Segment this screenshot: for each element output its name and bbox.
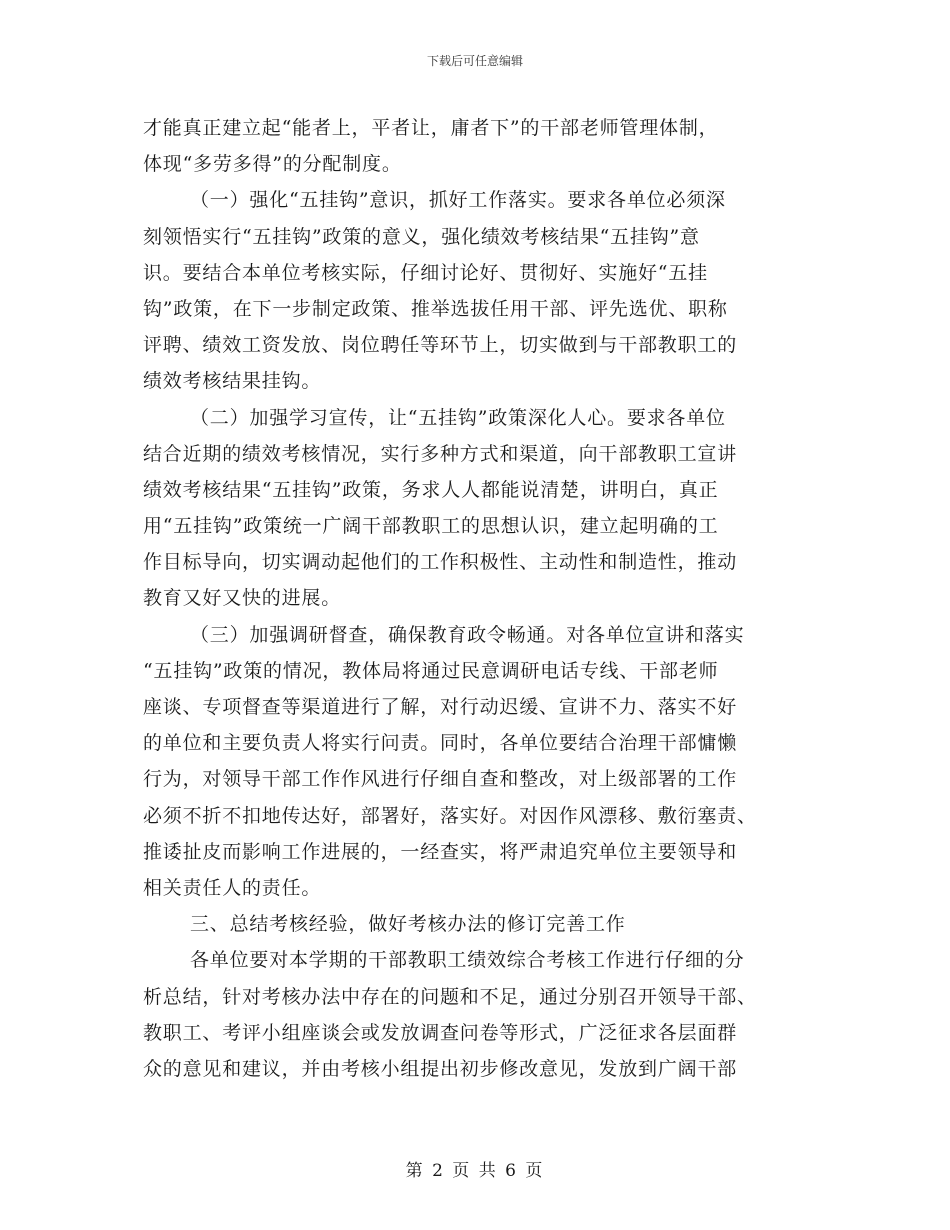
paragraph-start-line: 各单位要对本学期的干部教职工绩效综合考核工作进行仔细的分 bbox=[190, 949, 745, 972]
paragraph-start-line: （二）加强学习宣传，让“五挂钩”政策深化人心。要求各单位 bbox=[190, 406, 726, 429]
section-heading: 三、总结考核经验，做好考核办法的修订完善工作 bbox=[190, 913, 626, 936]
text-line: 作目标导向，切实调动起他们的工作积极性、主动性和制造性，推动 bbox=[143, 551, 738, 574]
text-line: 绩效考核结果挂钩。 bbox=[143, 370, 322, 393]
text-line: 推诿扯皮而影响工作进展的，一经查实，将严肃追究单位主要领导和 bbox=[143, 840, 738, 863]
text-line: 识。要结合本单位考核实际，仔细讨论好、贯彻好、实施好“五挂 bbox=[143, 261, 708, 284]
page-number: 第 2 页 共 6 页 bbox=[405, 1161, 545, 1181]
text-line: 体现“多劳多得”的分配制度。 bbox=[143, 153, 402, 176]
text-line: 结合近期的绩效考核情况，实行多种方式和渠道，向干部教职工宣讲 bbox=[143, 442, 738, 465]
text-line: 教育又好又快的进展。 bbox=[143, 587, 342, 610]
text-line: 用“五挂钩”政策统一广阔干部教职工的思想认识，建立起明确的工 bbox=[143, 515, 719, 538]
text-line: “五挂钩”政策的情况，教体局将通过民意调研电话专线、干部老师 bbox=[143, 659, 719, 682]
paragraph-start-line: （三）加强调研督查，确保教育政令畅通。对各单位宣讲和落实 bbox=[190, 623, 745, 646]
text-line: 才能真正建立起“能者上，平者让，庸者下”的干部老师管理体制， bbox=[143, 117, 719, 139]
text-line: 析总结，针对考核办法中存在的问题和不足，通过分别召开领导干部、 bbox=[143, 985, 757, 1008]
text-line: 评聘、绩效工资发放、岗位聘任等环节上，切实做到与干部教职工的 bbox=[143, 334, 738, 357]
text-line: 座谈、专项督查等渠道进行了解，对行动迟缓、宣讲不力、落实不好 bbox=[143, 696, 738, 718]
text-line: 的单位和主要负责人将实行问责。同时，各单位要结合治理干部慵懒 bbox=[143, 732, 738, 755]
text-line: 众的意见和建议，并由考核小组提出初步修改意见，发放到广阔干部 bbox=[143, 1057, 738, 1080]
text-line: 必须不折不扣地传达好，部署好，落实好。对因作风漂移、敷衍塞责、 bbox=[143, 804, 757, 827]
text-line: 绩效考核结果“五挂钩”政策，务求人人都能说清楚，讲明白，真正 bbox=[143, 478, 719, 501]
text-line: 相关责任人的责任。 bbox=[143, 876, 322, 899]
page-header: 下载后可任意编辑 bbox=[426, 54, 523, 68]
text-line: 刻领悟实行“五挂钩”政策的意义，强化绩效考核结果“五挂钩”意 bbox=[143, 225, 700, 248]
document-body bbox=[143, 110, 803, 1087]
text-line: 行为，对领导干部工作作风进行仔细自查和整改，对上级部署的工作 bbox=[143, 768, 738, 791]
text-line: 教职工、考评小组座谈会或发放调查问卷等形式，广泛征求各层面群 bbox=[143, 1021, 738, 1044]
paragraph-start-line: （一）强化“五挂钩”意识，抓好工作落实。要求各单位必须深 bbox=[190, 189, 726, 212]
text-line: 钩”政策，在下一步制定政策、推举选拔任用干部、评先选优、职称 bbox=[143, 297, 728, 320]
